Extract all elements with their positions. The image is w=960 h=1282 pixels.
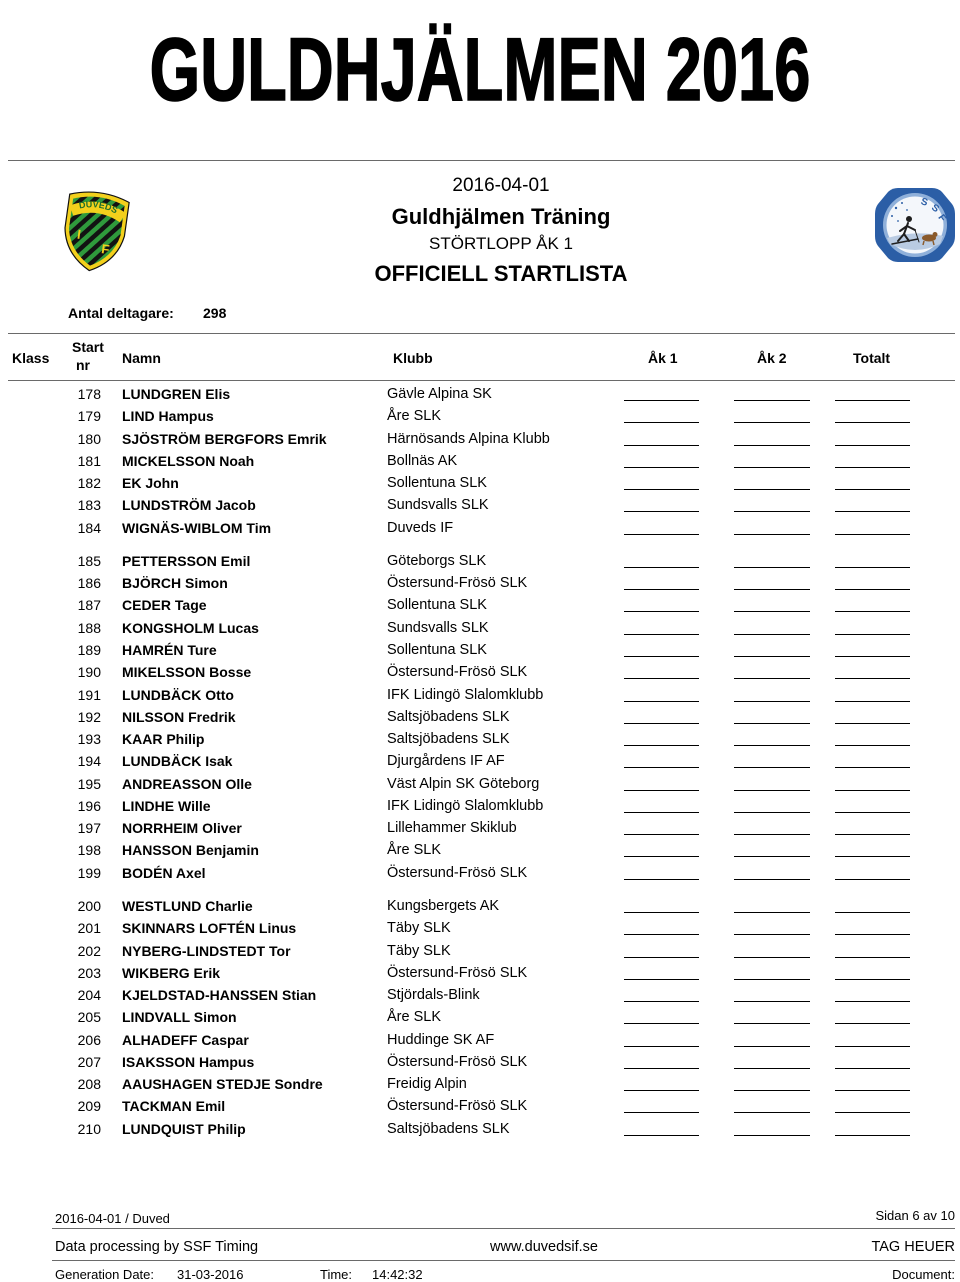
row-club: Väst Alpin SK Göteborg	[387, 775, 540, 792]
row-total-blank	[835, 1001, 910, 1002]
row-run2-blank	[734, 489, 810, 490]
row-total-blank	[835, 834, 910, 835]
row-total-blank	[835, 489, 910, 490]
page-number: Sidan 6 av 10	[875, 1208, 955, 1223]
row-start-nr: 199	[77, 864, 101, 881]
row-run1-blank	[624, 422, 699, 423]
discipline: STÖRTLOPP ÅK 1	[429, 234, 573, 253]
row-start-nr: 192	[77, 708, 101, 725]
row-name: MIKELSSON Bosse	[122, 664, 252, 681]
row-total-blank	[835, 957, 910, 958]
row-club: Duveds IF	[387, 519, 454, 536]
row-start-nr: 205	[77, 1009, 101, 1026]
row-run1-blank	[624, 1001, 699, 1002]
row-run2-blank	[734, 1112, 810, 1113]
footer-divider-bottom	[52, 1260, 955, 1261]
event-date: 2016-04-01	[452, 175, 550, 196]
startlist-row	[0, 1051, 960, 1073]
row-name: NYBERG-LINDSTEDT Tor	[122, 942, 291, 959]
row-run1-blank	[624, 979, 699, 980]
row-run2-blank	[734, 957, 810, 958]
row-start-nr: 207	[77, 1053, 101, 1070]
row-run2-blank	[734, 723, 810, 724]
row-total-blank	[835, 912, 910, 913]
row-run1-blank	[624, 534, 699, 535]
row-run2-blank	[734, 678, 810, 679]
row-name: MICKELSSON Noah	[122, 452, 255, 469]
row-club: Åre SLK	[387, 842, 441, 859]
row-name: LUNDQUIST Philip	[122, 1120, 246, 1137]
row-run2-blank	[734, 879, 810, 880]
startlist-row	[0, 1095, 960, 1117]
duveds-logo-letter-i: I	[76, 226, 82, 243]
header-bottom-divider	[8, 380, 955, 381]
row-run1-blank	[624, 856, 699, 857]
row-total-blank	[835, 511, 910, 512]
row-total-blank	[835, 611, 910, 612]
startlist-row	[0, 383, 960, 405]
row-club: Sundsvalls SLK	[387, 619, 489, 636]
row-club: Sollentuna SLK	[387, 597, 487, 614]
row-run2-blank	[734, 634, 810, 635]
event-name: Guldhjälmen Träning	[391, 204, 611, 229]
startlist-row	[0, 517, 960, 539]
row-name: ISAKSSON Hampus	[122, 1053, 255, 1070]
row-run2-blank	[734, 1090, 810, 1091]
row-start-nr: 190	[77, 664, 101, 681]
row-total-blank	[835, 979, 910, 980]
row-run1-blank	[624, 790, 699, 791]
row-name: ALHADEFF Caspar	[122, 1031, 249, 1048]
row-club: Täby SLK	[387, 942, 451, 959]
row-total-blank	[835, 879, 910, 880]
row-start-nr: 181	[77, 452, 101, 469]
row-club: Lillehammer Skiklub	[387, 820, 517, 837]
row-run2-blank	[734, 445, 810, 446]
row-run1-blank	[624, 611, 699, 612]
row-club: Göteborgs SLK	[387, 552, 487, 569]
row-start-nr: 210	[77, 1120, 101, 1137]
row-start-nr: 187	[77, 597, 101, 614]
footer-date-location: 2016-04-01 / Duved	[55, 1211, 170, 1226]
startlist-row	[0, 428, 960, 450]
row-start-nr: 202	[77, 942, 101, 959]
row-club: Östersund-Frösö SLK	[387, 1098, 528, 1115]
page-title: GULDHJÄLMEN 2016	[149, 19, 811, 119]
row-run2-blank	[734, 1046, 810, 1047]
row-club: Bollnäs AK	[387, 452, 458, 469]
row-name: AAUSHAGEN STEDJE Sondre	[122, 1076, 323, 1093]
startlist-row	[0, 550, 960, 572]
document-type: OFFICIELL STARTLISTA	[374, 261, 628, 286]
row-name: PETTERSSON Emil	[122, 552, 251, 569]
row-total-blank	[835, 1023, 910, 1024]
footer-divider-top	[52, 1228, 955, 1229]
startlist-row	[0, 984, 960, 1006]
duveds-logo-letter-f: F	[100, 241, 111, 258]
row-name: SJÖSTRÖM BERGFORS Emrik	[122, 430, 327, 447]
startlist-row	[0, 472, 960, 494]
row-start-nr: 197	[77, 820, 101, 837]
startlist-row	[0, 750, 960, 772]
row-name: NILSSON Fredrik	[122, 708, 236, 725]
row-club: Östersund-Frösö SLK	[387, 864, 528, 881]
row-run2-blank	[734, 1068, 810, 1069]
row-name: LUNDBÄCK Otto	[122, 686, 234, 703]
startlist-row	[0, 639, 960, 661]
participants-count: 298	[203, 305, 227, 321]
row-start-nr: 204	[77, 987, 101, 1003]
generation-time-label: Time:	[320, 1267, 353, 1282]
website: www.duvedsif.se	[490, 1239, 598, 1255]
startlist-row	[0, 661, 960, 683]
row-total-blank	[835, 467, 910, 468]
row-club: Saltsjöbadens SLK	[387, 1120, 510, 1137]
row-total-blank	[835, 445, 910, 446]
startlist-row	[0, 1118, 960, 1140]
row-club: Åre SLK	[387, 1009, 441, 1026]
row-total-blank	[835, 934, 910, 935]
row-total-blank	[835, 856, 910, 857]
startlist-row	[0, 450, 960, 472]
row-start-nr: 180	[77, 430, 101, 447]
row-club: Saltsjöbadens SLK	[387, 731, 510, 747]
row-total-blank	[835, 745, 910, 746]
row-name: BODÉN Axel	[122, 864, 206, 881]
startlist-row	[0, 572, 960, 594]
row-run2-blank	[734, 934, 810, 935]
row-start-nr: 194	[77, 753, 101, 770]
startlist-row	[0, 706, 960, 728]
startlist-row	[0, 795, 960, 817]
row-start-nr: 188	[77, 619, 101, 636]
row-run2-blank	[734, 656, 810, 657]
startlist-row	[0, 817, 960, 839]
column-header-club: Klubb	[393, 350, 433, 366]
column-header-total: Totalt	[853, 350, 891, 366]
row-start-nr: 184	[77, 519, 101, 536]
row-club: Åre SLK	[387, 408, 441, 425]
row-club: Täby SLK	[387, 920, 451, 937]
row-run1-blank	[624, 400, 699, 401]
row-start-nr: 191	[77, 686, 101, 703]
row-run1-blank	[624, 1135, 699, 1136]
row-run1-blank	[624, 879, 699, 880]
column-header-nr: nr	[76, 357, 90, 373]
row-start-nr: 186	[77, 575, 101, 592]
row-start-nr: 200	[77, 897, 101, 914]
row-run1-blank	[624, 745, 699, 746]
row-name: KONGSHOLM Lucas	[122, 619, 259, 636]
row-run2-blank	[734, 589, 810, 590]
column-header-start: Start	[72, 339, 104, 355]
row-run2-blank	[734, 534, 810, 535]
row-run2-blank	[734, 611, 810, 612]
row-total-blank	[835, 767, 910, 768]
row-name: BJÖRCH Simon	[122, 575, 228, 592]
row-name: LUNDGREN Elis	[122, 386, 231, 402]
row-club: Djurgårdens IF AF	[387, 753, 505, 770]
row-name: TACKMAN Emil	[122, 1098, 226, 1115]
row-start-nr: 185	[77, 552, 101, 569]
row-run1-blank	[624, 912, 699, 913]
row-name: LUNDBÄCK Isak	[122, 753, 233, 770]
startlist-row	[0, 773, 960, 795]
startlist-row	[0, 862, 960, 884]
row-start-nr: 198	[77, 842, 101, 859]
startlist-row	[0, 940, 960, 962]
row-club: Sollentuna SLK	[387, 642, 487, 658]
row-start-nr: 203	[77, 964, 101, 981]
row-club: Sundsvalls SLK	[387, 497, 489, 514]
row-start-nr: 179	[77, 408, 101, 425]
row-run2-blank	[734, 400, 810, 401]
row-name: KAAR Philip	[122, 731, 205, 747]
row-club: Stjördals-Blink	[387, 987, 480, 1003]
startlist-row	[0, 839, 960, 861]
ssf-logo	[874, 186, 956, 264]
row-run2-blank	[734, 767, 810, 768]
header-top-divider	[8, 333, 955, 334]
startlist-row	[0, 1006, 960, 1028]
row-start-nr: 189	[77, 642, 101, 658]
startlist-row	[0, 405, 960, 427]
row-run2-blank	[734, 1023, 810, 1024]
row-run2-blank	[734, 745, 810, 746]
row-name: ANDREASSON Olle	[122, 775, 252, 792]
row-total-blank	[835, 678, 910, 679]
generation-date-label: Generation Date:	[55, 1267, 155, 1282]
column-header-run1: Åk 1	[648, 350, 678, 366]
data-processing-credit: Data processing by SSF Timing	[55, 1239, 259, 1255]
row-club: Östersund-Frösö SLK	[387, 964, 528, 981]
row-run2-blank	[734, 812, 810, 813]
participants-label: Antal deltagare:	[68, 305, 174, 321]
row-run1-blank	[624, 511, 699, 512]
row-total-blank	[835, 656, 910, 657]
row-total-blank	[835, 701, 910, 702]
row-run2-blank	[734, 511, 810, 512]
row-name: LINDVALL Simon	[122, 1009, 237, 1026]
row-run1-blank	[624, 489, 699, 490]
row-name: LIND Hampus	[122, 408, 214, 425]
ssf-logo-letter-f: F	[935, 212, 948, 224]
row-run1-blank	[624, 678, 699, 679]
row-run2-blank	[734, 1001, 810, 1002]
row-club: Östersund-Frösö SLK	[387, 664, 528, 681]
row-run2-blank	[734, 422, 810, 423]
row-run2-blank	[734, 567, 810, 568]
column-header-run2: Åk 2	[757, 350, 787, 366]
row-total-blank	[835, 589, 910, 590]
row-total-blank	[835, 1090, 910, 1091]
row-total-blank	[835, 400, 910, 401]
row-start-nr: 178	[77, 386, 101, 402]
generation-time: 14:42:32	[372, 1267, 423, 1282]
startlist-row	[0, 594, 960, 616]
duveds-if-logo	[58, 186, 132, 274]
row-club: Härnösands Alpina Klubb	[387, 430, 550, 447]
row-run1-blank	[624, 957, 699, 958]
column-header-klass: Klass	[12, 350, 50, 366]
row-total-blank	[835, 1046, 910, 1047]
row-total-blank	[835, 723, 910, 724]
startlist-row	[0, 1029, 960, 1051]
row-name: HAMRÉN Ture	[122, 642, 217, 658]
row-club: Gävle Alpina SK	[387, 386, 492, 402]
row-club: Freidig Alpin	[387, 1076, 467, 1093]
row-total-blank	[835, 534, 910, 535]
row-name: KJELDSTAD-HANSSEN Stian	[122, 987, 317, 1003]
row-name: WIGNÄS-WIBLOM Tim	[122, 519, 272, 536]
row-name: NORRHEIM Oliver	[122, 820, 242, 837]
row-total-blank	[835, 790, 910, 791]
row-run2-blank	[734, 467, 810, 468]
row-start-nr: 209	[77, 1098, 101, 1115]
row-start-nr: 208	[77, 1076, 101, 1093]
row-name: LINDHE Wille	[122, 797, 211, 814]
row-run1-blank	[624, 834, 699, 835]
row-name: CEDER Tage	[122, 597, 207, 614]
row-start-nr: 195	[77, 775, 101, 792]
timing-brand: TAG HEUER	[871, 1239, 955, 1255]
row-club: IFK Lidingö Slalomklubb	[387, 797, 544, 814]
row-name: EK John	[122, 475, 179, 492]
startlist-row	[0, 684, 960, 706]
row-start-nr: 206	[77, 1031, 101, 1048]
row-total-blank	[835, 1135, 910, 1136]
row-club: Huddinge SK AF	[387, 1031, 495, 1048]
row-total-blank	[835, 634, 910, 635]
row-run1-blank	[624, 1112, 699, 1113]
row-run1-blank	[624, 567, 699, 568]
startlist-row	[0, 1073, 960, 1095]
row-total-blank	[835, 567, 910, 568]
row-run2-blank	[734, 912, 810, 913]
document-label: Document:	[892, 1267, 955, 1282]
row-total-blank	[835, 1112, 910, 1113]
startlist-row	[0, 917, 960, 939]
startlist-row	[0, 728, 960, 750]
duveds-logo-text: DUVEDS	[78, 199, 120, 216]
row-run1-blank	[624, 723, 699, 724]
row-run1-blank	[624, 445, 699, 446]
row-club: Östersund-Frösö SLK	[387, 575, 528, 592]
row-total-blank	[835, 422, 910, 423]
row-club: Sollentuna SLK	[387, 475, 487, 492]
row-run1-blank	[624, 767, 699, 768]
row-total-blank	[835, 812, 910, 813]
row-run1-blank	[624, 656, 699, 657]
generation-date: 31-03-2016	[177, 1267, 244, 1282]
row-run2-blank	[734, 701, 810, 702]
startlist-row	[0, 962, 960, 984]
row-start-nr: 196	[77, 797, 101, 814]
ssf-logo-letter-s1: S	[919, 196, 930, 209]
row-run2-blank	[734, 834, 810, 835]
row-name: SKINNARS LOFTÉN Linus	[122, 920, 297, 937]
row-run2-blank	[734, 979, 810, 980]
row-club: Östersund-Frösö SLK	[387, 1053, 528, 1070]
column-header-name: Namn	[122, 350, 161, 366]
row-start-nr: 201	[77, 920, 101, 937]
startlist-row	[0, 617, 960, 639]
row-run2-blank	[734, 790, 810, 791]
row-name: WESTLUND Charlie	[122, 897, 253, 914]
row-run1-blank	[624, 1090, 699, 1091]
row-run1-blank	[624, 934, 699, 935]
row-run1-blank	[624, 812, 699, 813]
title-divider	[8, 160, 955, 161]
row-club: Kungsbergets AK	[387, 897, 500, 914]
ssf-logo-letter-s2: S	[929, 202, 941, 216]
row-start-nr: 183	[77, 497, 101, 514]
row-name: HANSSON Benjamin	[122, 842, 259, 859]
row-run1-blank	[624, 1023, 699, 1024]
row-run1-blank	[624, 589, 699, 590]
row-total-blank	[835, 1068, 910, 1069]
row-club: IFK Lidingö Slalomklubb	[387, 686, 544, 703]
row-start-nr: 193	[77, 731, 101, 747]
startlist-row	[0, 895, 960, 917]
row-name: WIKBERG Erik	[122, 964, 221, 981]
row-run1-blank	[624, 701, 699, 702]
row-run2-blank	[734, 1135, 810, 1136]
startlist-row	[0, 494, 960, 516]
row-run1-blank	[624, 467, 699, 468]
row-run2-blank	[734, 856, 810, 857]
row-start-nr: 182	[77, 475, 101, 492]
row-name: LUNDSTRÖM Jacob	[122, 497, 256, 514]
row-club: Saltsjöbadens SLK	[387, 708, 510, 725]
row-run1-blank	[624, 634, 699, 635]
row-run1-blank	[624, 1068, 699, 1069]
row-run1-blank	[624, 1046, 699, 1047]
